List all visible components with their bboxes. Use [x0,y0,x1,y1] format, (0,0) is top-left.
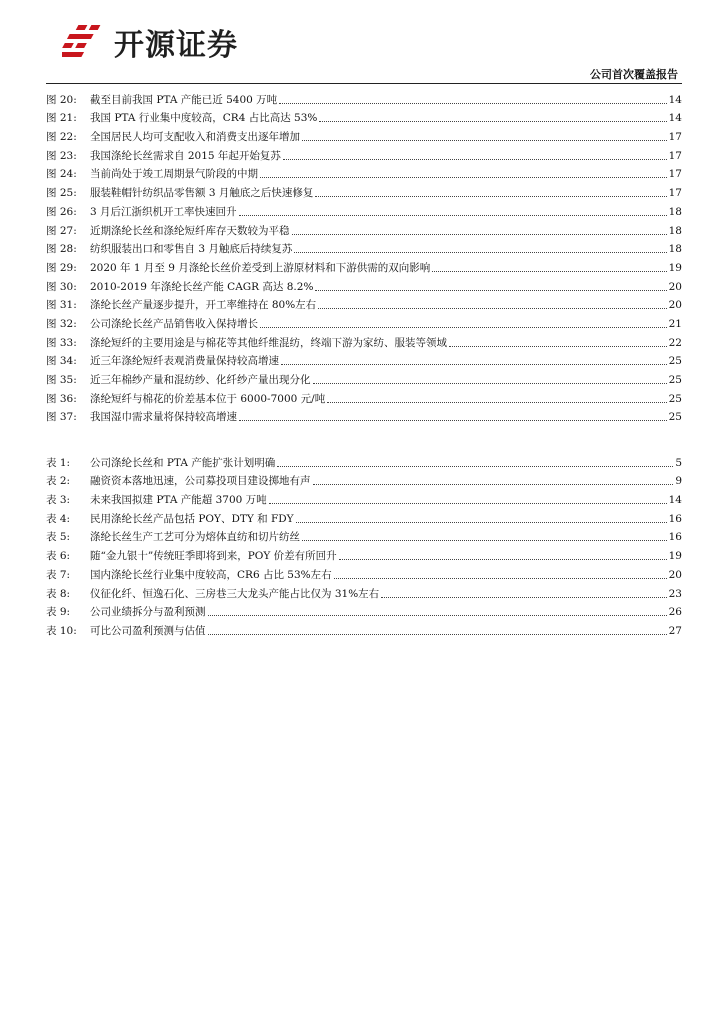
dot-leader [318,308,666,309]
entry-label: 表 9: [46,606,71,619]
entry-title: 公司涤纶长丝产品销售收入保持增长 [90,317,258,330]
table-entry[interactable] [46,451,682,470]
figure-entry[interactable] [46,200,682,219]
dot-leader [281,364,667,365]
entry-title: 我国湿巾需求量将保持较高增速 [90,411,237,424]
table-entry[interactable] [46,507,682,526]
figure-index [46,88,682,424]
entry-label: 图 34: [46,355,77,368]
entry-title: 我国涤纶长丝需求自 2015 年起开始复苏 [90,149,281,162]
entry-title: 涤纶短纤与棉花的价差基本位于 6000-7000 元/吨 [90,392,326,405]
dot-leader [292,234,667,235]
table-entry[interactable] [46,470,682,489]
entry-title: 公司涤纶长丝和 PTA 产能扩张计划明确 [90,456,276,469]
company-logo [62,22,238,62]
figure-entry[interactable] [46,181,682,200]
report-type-label: 公司首次覆盖报告 [590,68,678,81]
company-name: 开源证券 [114,28,238,63]
entry-page-number: 20 [668,299,682,312]
table-entry[interactable] [46,619,682,638]
figure-entry[interactable] [46,350,682,369]
entry-title: 随“金九银十”传统旺季即将到来，POY 价差有所回升 [90,550,337,563]
entry-label: 图 26: [46,205,77,218]
entry-title: 融资资本落地迅速，公司募投项目建设掷地有声 [90,475,311,488]
dot-leader [208,615,667,616]
entry-label: 图 30: [46,280,77,293]
figure-entry[interactable] [46,275,682,294]
dot-leader [327,402,666,403]
entry-label: 表 3: [46,494,71,507]
dot-leader [339,559,667,560]
entry-page-number: 14 [668,112,682,125]
entry-page-number: 17 [668,168,682,181]
entry-title: 3 月后江浙织机开工率快速回升 [90,205,237,218]
entry-title: 涤纶长丝生产工艺可分为熔体直纺和切片纺丝 [90,531,300,544]
entry-title: 公司业绩拆分与盈利预测 [90,606,206,619]
page-header [0,0,724,84]
entry-page-number: 5 [675,456,682,469]
entry-page-number: 9 [675,475,682,488]
entry-title: 仪征化纤、恒逸石化、三房巷三大龙头产能占比仅为 31%左右 [90,587,380,600]
entry-title: 我国 PTA 行业集中度较高，CR4 占比高达 53% [90,112,318,125]
figure-entry[interactable] [46,331,682,350]
table-entry[interactable] [46,601,682,620]
figure-entry[interactable] [46,88,682,107]
entry-label: 图 35: [46,374,77,386]
dot-leader [313,484,674,485]
entry-title: 当前尚处于竣工周期景气阶段的中期 [90,168,258,181]
entry-page-number: 25 [668,374,682,386]
entry-label: 表 10: [46,624,77,637]
entry-title: 2020 年 1 月至 9 月涤纶长丝价差受到上游原材料和下游供需的双向影响 [90,261,431,274]
dot-leader [239,215,667,216]
dot-leader [315,196,666,197]
entry-label: 表 4: [46,512,71,525]
table-entry[interactable] [46,563,682,582]
entry-label: 图 25: [46,187,77,200]
entry-label: 图 23: [46,149,77,162]
entry-label: 表 1: [46,456,71,469]
entry-page-number: 18 [668,224,682,237]
dot-leader [239,420,667,421]
dot-leader [319,121,666,122]
figure-entry[interactable] [46,312,682,331]
dot-leader [432,271,666,272]
entry-page-number: 17 [668,131,682,144]
entry-title: 民用涤纶长丝产品包括 POY、DTY 和 FDY [90,512,294,525]
entry-label: 表 7: [46,568,71,581]
dot-leader [334,578,667,579]
figure-entry[interactable] [46,163,682,182]
entry-page-number: 25 [668,392,682,405]
entry-page-number: 14 [668,494,682,507]
entry-label: 图 31: [46,299,77,312]
kaiyuan-logo-icon [62,22,106,62]
dot-leader [269,503,667,504]
entry-title: 未来我国拟建 PTA 产能超 3700 万吨 [90,494,267,507]
dot-leader [315,290,666,291]
figure-entry[interactable] [46,107,682,126]
table-entry[interactable] [46,582,682,601]
entry-title: 涤纶长丝产量逐步提升，开工率维持在 80%左右 [90,299,317,312]
entry-page-number: 21 [668,317,682,330]
entry-title: 截至目前我国 PTA 产能已近 5400 万吨 [90,93,278,106]
entry-page-number: 14 [668,93,682,106]
entry-title: 近期涤纶长丝和涤纶短纤库存天数较为平稳 [90,224,290,237]
figure-entry[interactable] [46,238,682,257]
entry-title: 近三年棉纱产量和混纺纱、化纤纱产量出现分化 [90,374,311,386]
entry-page-number: 20 [668,568,682,581]
table-entry[interactable] [46,488,682,507]
dot-leader [296,522,667,523]
entry-label: 图 32: [46,317,77,330]
entry-label: 图 24: [46,168,77,181]
entry-label: 表 8: [46,587,71,600]
entry-page-number: 19 [668,261,682,274]
entry-label: 图 21: [46,112,77,125]
dot-leader [313,383,667,384]
entry-page-number: 18 [668,205,682,218]
dot-leader [302,140,667,141]
entry-label: 图 28: [46,243,77,256]
entry-page-number: 17 [668,149,682,162]
dot-leader [277,466,673,467]
dot-leader [449,346,667,347]
entry-title: 可比公司盈利预测与估值 [90,624,206,637]
entry-page-number: 23 [668,587,682,600]
figure-entry[interactable] [46,406,682,425]
entry-page-number: 26 [668,606,682,619]
dot-leader [283,159,667,160]
table-entry[interactable] [46,526,682,545]
dot-leader [260,327,667,328]
entry-page-number: 25 [668,411,682,424]
entry-label: 图 27: [46,224,77,237]
entry-title: 服装鞋帽针纺织品零售额 3 月触底之后快速修复 [90,187,314,200]
figure-entry[interactable] [46,144,682,163]
dot-leader [381,597,666,598]
entry-page-number: 18 [668,243,682,256]
entry-label: 表 5: [46,531,71,544]
figure-entry[interactable] [46,294,682,313]
entry-title: 2010-2019 年涤纶长丝产能 CAGR 高达 8.2% [90,280,314,293]
entry-label: 图 29: [46,261,77,274]
entry-page-number: 16 [668,531,682,544]
table-index [46,451,682,638]
entry-title: 纺织服装出口和零售自 3 月触底后持续复苏 [90,243,293,256]
header-divider [46,83,682,84]
dot-leader [260,177,667,178]
table-entry[interactable] [46,544,682,563]
figure-entry[interactable] [46,125,682,144]
dot-leader [279,103,666,104]
figure-entry[interactable] [46,219,682,238]
entry-label: 图 37: [46,411,77,424]
figure-entry[interactable] [46,368,682,387]
entry-label: 表 6: [46,550,71,563]
entry-title: 全国居民人均可支配收入和消费支出逐年增加 [90,131,300,144]
entry-page-number: 22 [668,336,682,349]
entry-label: 表 2: [46,475,71,488]
entry-title: 涤纶短纤的主要用途是与棉花等其他纤维混纺，终端下游为家纺、服装等领域 [90,336,447,349]
figure-entry[interactable] [46,387,682,406]
entry-page-number: 19 [668,550,682,563]
entry-page-number: 25 [668,355,682,368]
entry-label: 图 20: [46,93,77,106]
dot-leader [302,540,667,541]
entry-title: 国内涤纶长丝行业集中度较高，CR6 占比 53%左右 [90,568,332,581]
entry-page-number: 16 [668,512,682,525]
figure-entry[interactable] [46,256,682,275]
entry-page-number: 17 [668,187,682,200]
dot-leader [294,252,666,253]
dot-leader [208,634,667,635]
entry-label: 图 33: [46,336,77,349]
entry-title: 近三年涤纶短纤表观消费量保持较高增速 [90,355,279,368]
entry-label: 图 36: [46,392,77,405]
entry-page-number: 20 [668,280,682,293]
entry-label: 图 22: [46,131,77,144]
entry-page-number: 27 [668,624,682,637]
